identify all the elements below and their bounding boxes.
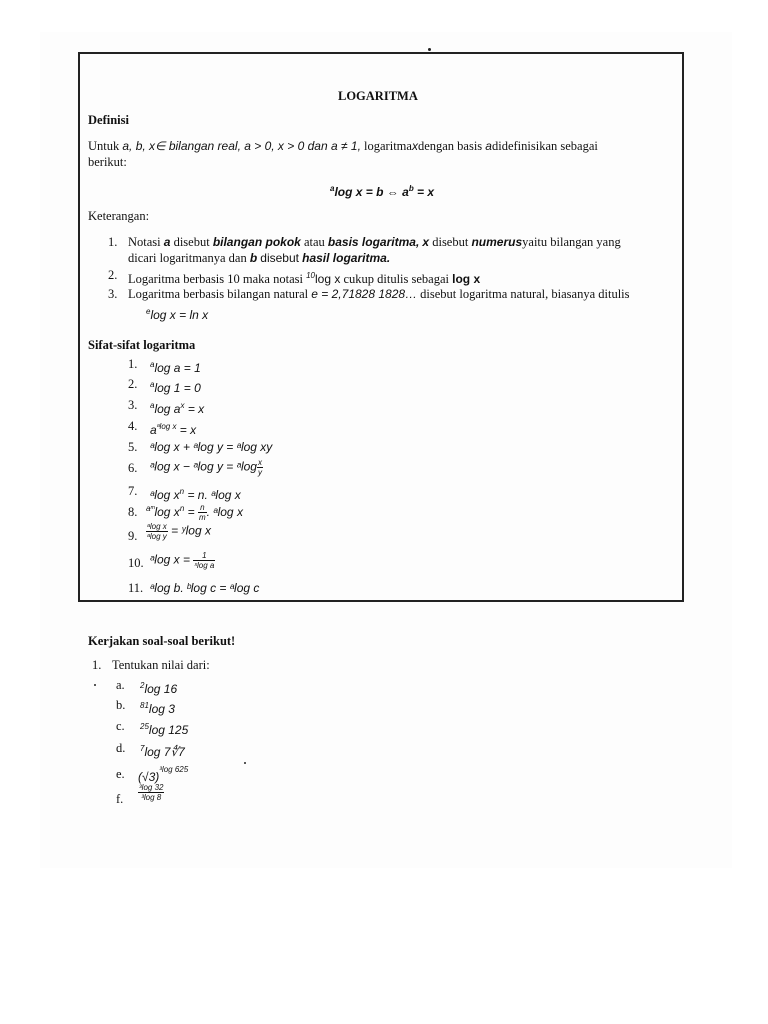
part-f-frac-den: ³log 8	[141, 793, 162, 802]
k2-a: Logaritma berbasis 10 maka notasi	[128, 272, 303, 286]
formula-base: a	[330, 184, 335, 193]
sifat-num-3: 3.	[128, 398, 138, 412]
bullet-mark	[94, 684, 96, 686]
sifat-1-text: log a = 1	[154, 361, 201, 375]
definisi-line2: berikut:	[88, 155, 127, 169]
part-e-base: (√3)	[138, 770, 160, 784]
sifat-9-frac	[146, 522, 168, 541]
keterangan-item-1-line2	[128, 251, 390, 266]
sifat-7-tail: = n. ᵃlog x	[184, 488, 241, 502]
sifat-num-4: 4.	[128, 419, 138, 433]
formula-exp: b	[408, 184, 414, 193]
definisi-middle: logaritma	[364, 139, 412, 153]
stray-mark	[244, 762, 246, 764]
soal-part-e	[138, 762, 188, 785]
sifat-8-frac	[198, 503, 207, 522]
sifat-10-frac	[193, 551, 215, 570]
sifat-10-text: ᵃlog x =	[150, 552, 194, 567]
soal-part-a	[140, 678, 177, 697]
k1-h: disebut	[432, 235, 469, 249]
sifat-num-6: 6.	[128, 461, 138, 475]
definisi-prefix: Untuk	[88, 139, 120, 153]
soal-part-f-label: f.	[116, 792, 124, 806]
page-title: LOGARITMA	[338, 89, 418, 103]
k1-j: yaitu bilangan yang	[522, 235, 621, 249]
part-d-sup: 7	[140, 744, 145, 753]
part-a-sup: 2	[140, 681, 145, 690]
sifat-item-4	[150, 419, 196, 438]
sifat-num-7: 7.	[128, 484, 138, 498]
sifat-10-frac-den: ˣlog a	[194, 561, 215, 570]
sifat-3-exp: x	[180, 401, 185, 410]
sifat-7-text: ᵃlog x	[150, 488, 180, 502]
formula-body: log x = b ⇔ a	[334, 185, 409, 199]
top-mark	[428, 48, 431, 51]
sifat-2-sup: a	[150, 380, 155, 389]
sifat-item-6	[150, 458, 263, 477]
sifat-6-frac	[257, 458, 263, 477]
sifat-item-5: ᵃlog x + ᵃlog y = ᵃlog xy	[150, 440, 273, 454]
part-f-frac-num: ³log 32	[139, 783, 164, 792]
sifat-heading: Sifat-sifat logaritma	[88, 338, 196, 352]
k1-b: a	[163, 235, 171, 249]
sifat-6-frac-den: y	[257, 468, 262, 477]
sifat-8-presup: aᵐ	[146, 504, 155, 513]
keterangan-item-2	[128, 268, 480, 287]
part-c-sup: 25	[140, 722, 149, 731]
k1-a: Notasi	[128, 235, 161, 249]
k1-c: disebut	[173, 235, 210, 249]
sifat-num-2: 2.	[128, 377, 138, 391]
definisi-a: a	[485, 139, 492, 153]
definisi-text	[88, 139, 598, 154]
sifat-num-9: 9.	[128, 529, 138, 543]
sifat-num-8: 8.	[128, 505, 138, 519]
k2-d: log x	[452, 272, 481, 286]
sifat-8-exp: n	[179, 504, 185, 513]
sifat-item-2	[150, 377, 201, 396]
k1-l2-b: b	[249, 251, 258, 265]
sifat-num-11: 11.	[128, 581, 144, 595]
sifat-3-tail: = x	[184, 402, 205, 416]
keterangan-item-2-num: 2.	[108, 268, 118, 282]
soal-part-d-label: d.	[116, 741, 126, 755]
sifat-item-11: ᵃlog b. ᵇlog c = ᵃlog c	[150, 581, 260, 595]
sifat-item-10	[150, 551, 215, 570]
soal-part-a-label: a.	[116, 678, 125, 692]
sifat-8-frac-num: n	[198, 503, 207, 513]
sifat-num-1: 1.	[128, 357, 138, 371]
k3-b: e = 2,71828 1828…	[311, 287, 418, 301]
keterangan-item-1	[128, 235, 621, 250]
definisi-suffix: didefinisikan sebagai	[491, 139, 598, 153]
k1-i: numerus	[471, 235, 523, 249]
k1-l2-a: dicari logaritmanya dan	[128, 251, 247, 265]
definition-formula	[330, 181, 434, 200]
k2-b: log x	[314, 272, 341, 286]
sifat-2-text: log 1 = 0	[154, 381, 201, 395]
sifat-1-sup: a	[150, 360, 155, 369]
soal-part-c-label: c.	[116, 719, 125, 733]
k3-d: log x = ln x	[150, 308, 209, 322]
definisi-middle2: dengan basis	[417, 139, 483, 153]
sifat-8-tail: . ᵃlog x	[206, 505, 243, 519]
k2-sup: 10	[306, 271, 315, 280]
sifat-9-frac-den: ᵃlog y	[147, 532, 167, 541]
keterangan-item-3-line2	[146, 304, 208, 323]
k1-g: x	[422, 235, 430, 249]
sifat-3-sup: a	[150, 401, 155, 410]
part-c-text: log 125	[148, 723, 189, 737]
k1-l2-c: disebut	[260, 251, 299, 265]
sifat-10-frac-num: 1	[193, 551, 215, 561]
soal-q1-num: 1.	[92, 658, 102, 672]
k3-c: disebut logaritma natural, biasanya ditulis	[420, 287, 630, 301]
k2-c: cukup ditulis sebagai	[343, 272, 450, 286]
sifat-8-text: log x	[154, 505, 180, 519]
k1-d: bilangan pokok	[212, 235, 301, 249]
soal-part-b	[140, 698, 175, 717]
sifat-item-9	[146, 522, 211, 541]
sifat-item-3	[150, 398, 204, 417]
keterangan-item-3-num: 3.	[108, 287, 118, 301]
sifat-num-10: 10.	[128, 556, 144, 570]
part-a-text: log 16	[144, 682, 178, 696]
k3-a: Logaritma berbasis bilangan natural	[128, 287, 309, 301]
keterangan-item-1-num: 1.	[108, 235, 118, 249]
definisi-math: a, b, x∈ bilangan real, a > 0, x > 0 dan a ≠ 1,	[122, 139, 361, 153]
sifat-4-tail: = x	[176, 423, 197, 437]
sifat-6-frac-num: x	[257, 458, 262, 467]
definisi-heading: Definisi	[88, 113, 129, 127]
definisi-x: x	[411, 139, 418, 153]
soal-part-b-label: b.	[116, 698, 126, 712]
sifat-8-frac-den: m	[198, 513, 206, 523]
sifat-8-mid: =	[184, 505, 198, 519]
sifat-4-base: a	[150, 423, 157, 437]
keterangan-item-3	[128, 287, 630, 302]
sifat-7-exp: n	[179, 487, 185, 496]
k1-f: basis logaritma,	[327, 235, 420, 249]
keterangan-heading: Keterangan:	[88, 209, 150, 223]
soal-part-d	[140, 741, 185, 760]
part-b-sup: 81	[140, 701, 149, 710]
soal-part-e-label: e.	[116, 767, 125, 781]
sifat-3-text: log a	[154, 402, 181, 416]
sifat-num-5: 5.	[128, 440, 138, 454]
soal-part-f	[138, 783, 164, 802]
sifat-4-exp: ᵃlog x	[156, 422, 177, 431]
sifat-9-tail: = ʸlog x	[167, 523, 211, 538]
sifat-9-frac-num: ᵃlog x	[147, 522, 167, 531]
soal-heading: Kerjakan soal-soal berikut!	[88, 634, 236, 648]
part-f-frac	[138, 783, 164, 802]
soal-q1-text: Tentukan nilai dari:	[112, 658, 210, 672]
sifat-item-1	[150, 357, 201, 376]
part-b-text: log 3	[148, 702, 175, 716]
part-d-text: log 7∜7	[144, 745, 185, 759]
part-e-exp: ³log 625	[159, 765, 189, 774]
sifat-6-text: ᵃlog x − ᵃlog y = ᵃlog	[150, 459, 257, 474]
k3-sup: e	[146, 307, 151, 316]
soal-part-c	[140, 719, 188, 738]
formula-end: = x	[413, 185, 435, 199]
sifat-item-8	[146, 501, 243, 522]
k1-l2-d: hasil logaritma.	[302, 251, 391, 265]
k1-e: atau	[303, 235, 325, 249]
